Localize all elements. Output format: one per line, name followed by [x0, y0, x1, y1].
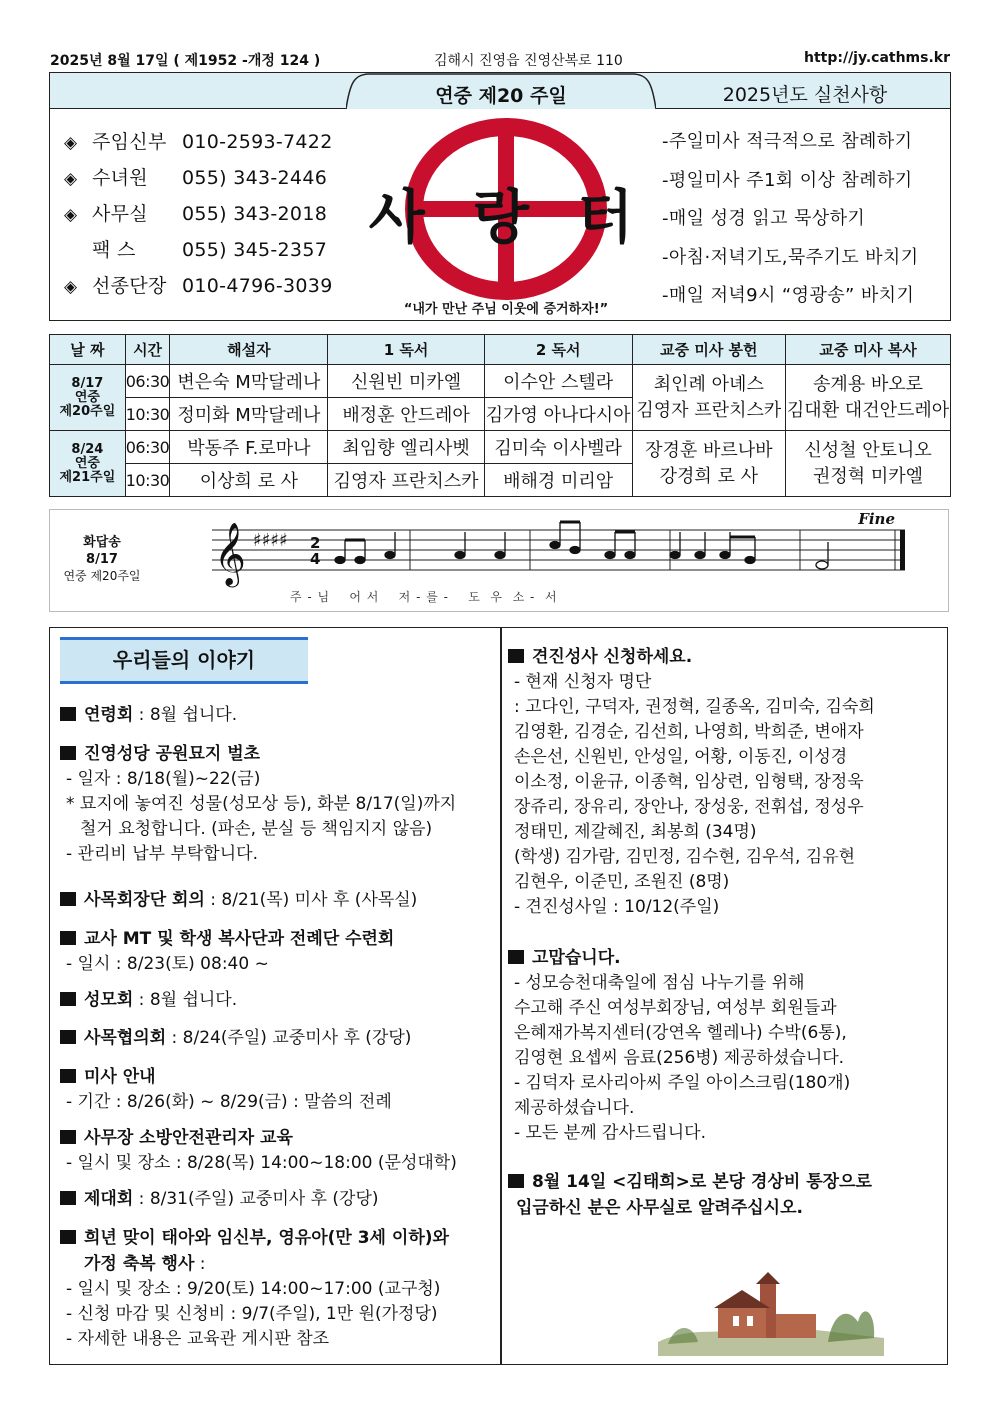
- phone-number: 010-4796-3039: [182, 275, 333, 297]
- table-row: [50, 431, 951, 464]
- logo-text: 사 랑 터: [368, 183, 648, 251]
- servers-cell: 송계용 바오로 김대환 대건안드레아: [786, 365, 951, 431]
- column-header: 날 짜: [50, 335, 126, 365]
- diamond-icon: ◈: [64, 169, 78, 189]
- issue-date: 2025년 8월 17일 ( 제1952 -개정 124 ): [50, 53, 321, 69]
- column-header: 시간: [125, 335, 170, 365]
- church-illustration: [648, 1272, 892, 1362]
- contact-row: ◈ 주임신부 010-2593-7422: [64, 131, 333, 153]
- fax-number: 055) 345-2357: [182, 239, 328, 261]
- commentator-cell: 정미화 M막달레나: [170, 398, 328, 431]
- phone-number: 010-2593-7422: [182, 131, 333, 153]
- contact-row: ◈ 사무실 055) 343-2018: [64, 203, 328, 225]
- square-bullet-icon: [60, 931, 76, 945]
- parish-address: 김해시 진영읍 진영산복로 110: [434, 53, 623, 69]
- square-bullet-icon: [60, 746, 76, 760]
- practice-item: -평일미사 주1회 이상 참례하기: [662, 169, 913, 191]
- time-cell: 06:30: [125, 431, 170, 464]
- date-cell: 8/24 연중 제21주일: [50, 431, 126, 497]
- square-bullet-icon: [60, 892, 76, 906]
- time-cell: 10:30: [125, 464, 170, 497]
- news-item: 사목회장단 회의 : 8/21(목) 미사 후 (사목실): [60, 887, 500, 913]
- diamond-icon: ◈: [64, 277, 78, 297]
- news-item: 미사 안내 - 기간 : 8/26(화) ~ 8/29(금) : 말씀의 전례: [60, 1064, 500, 1115]
- practice-item: -아침·저녁기도,묵주기도 바치기: [662, 246, 919, 268]
- column-header: 2 독서: [484, 335, 632, 365]
- news-item: 8월 14일 <김태희>로 본당 경상비 통장으로 입금하신 분은 사무실로 알려주십시오.: [508, 1169, 948, 1221]
- square-bullet-icon: [508, 950, 524, 964]
- practice-list: [662, 127, 952, 320]
- diamond-icon: ◈: [64, 205, 78, 225]
- servers-cell: 신성철 안토니오 권정혁 미카엘: [786, 431, 951, 497]
- practice-title: 2025년도 실천사항: [722, 84, 888, 106]
- reading1-cell: 배정훈 안드레아: [328, 398, 484, 431]
- time-cell: 06:30: [125, 365, 170, 398]
- reading2-cell: 이수안 스텔라: [484, 365, 632, 398]
- square-bullet-icon: [508, 649, 524, 663]
- offering-cell: 최인례 아녜스 김영자 프란치스카: [632, 365, 785, 431]
- parish-url[interactable]: http://jy.cathms.kr: [803, 50, 950, 66]
- time-cell: 10:30: [125, 398, 170, 431]
- commentator-cell: 변은숙 M막달레나: [170, 365, 328, 398]
- psalm-lyrics: 주 - 님 어 서 저 - 를 - 도 우 소 - 서: [290, 590, 558, 604]
- sharp-icon: ♯♯♯♯: [253, 530, 288, 551]
- reading2-cell: 배해경 미리암: [484, 464, 632, 497]
- responsorial-psalm: [49, 509, 949, 612]
- svg-text:2: 2: [310, 534, 321, 552]
- offering-cell: 장경훈 바르나바 강경희 로 사: [632, 431, 785, 497]
- column-header: 교중 미사 복사: [786, 335, 951, 365]
- news-banner: 우리들의 이야기: [60, 637, 308, 684]
- square-bullet-icon: [508, 1174, 524, 1188]
- reading1-cell: 최임향 엘리사벳: [328, 431, 484, 464]
- square-bullet-icon: [60, 1130, 76, 1144]
- news-item: 진영성당 공원묘지 벌초 - 일자 : 8/18(월)~22(금) * 묘지에 놓여진 성물(성모상 등), 화분 8/17(일)까지 철거 요청합니다. (파손, 분실 등 책임지지 않음) - 관리비 납부 부탁합니다.: [60, 741, 500, 867]
- news-item: 견진성사 신청하세요. - 현재 신청자 명단 : 고다인, 구덕자, 권정혁, 길종옥, 김미숙, 김숙희 김영환, 김경순, 김선희, 나영희, 박희준, 변애자 손은선, 신원빈, 안성일, 어황, 이동진, 이성경 이소정, 이윤규, 이종혁, 임상련, 임형택, 장정욱 장쥬리, 장유리, 장안나, 장성웅, 전휘섭, 정성우 정태민, 제갈혜진, 최봉희 (34명) (학생) 김가람, 김민정, 김수현, 김우석, 김유현 김현우, 이준민, 조원진 (8명) - 견진성사일 : 10/12(주일): [508, 644, 948, 920]
- square-bullet-icon: [60, 992, 76, 1006]
- news-item: 성모회 : 8월 쉽니다.: [60, 987, 500, 1013]
- sarangteo-logo: [358, 111, 648, 319]
- psalm-label: 화답송 8/17 연중 제20주일: [63, 535, 141, 583]
- ministry-schedule-table: [49, 334, 951, 497]
- practice-item: -주일미사 적극적으로 참례하기: [662, 131, 913, 152]
- week-title: 연중 제20 주일: [435, 85, 567, 107]
- bulletin-header: [49, 72, 951, 321]
- news-section: [49, 627, 948, 1365]
- reading2-cell: 김가영 아나다시아: [484, 398, 632, 431]
- news-item: 연령회 : 8월 쉽니다.: [60, 702, 500, 728]
- reading2-cell: 김미숙 이사벨라: [484, 431, 632, 464]
- news-item: 사목협의회 : 8/24(주일) 교중미사 후 (강당): [60, 1025, 500, 1051]
- square-bullet-icon: [60, 1030, 76, 1044]
- contact-row: ◈ 선종단장 010-4796-3039: [64, 275, 333, 297]
- news-item: 교사 MT 및 학생 복사단과 전례단 수련회 - 일시 : 8/23(토) 08:40 ~: [60, 926, 500, 977]
- commentator-cell: 이상희 로 사: [170, 464, 328, 497]
- commentator-cell: 박동주 F.로마나: [170, 431, 328, 464]
- practice-item: -매일 성경 읽고 묵상하기: [662, 208, 866, 229]
- reading1-cell: 김영자 프란치스카: [328, 464, 484, 497]
- news-item: 사무장 소방안전관리자 교육 - 일시 및 장소 : 8/28(목) 14:00~18:00 (문성대학): [60, 1125, 500, 1176]
- square-bullet-icon: [60, 1191, 76, 1205]
- contact-row: ◈ 수녀원 055) 343-2446: [64, 167, 328, 189]
- issue-line: [50, 50, 950, 70]
- practice-item: -매일 저녁9시 “영광송” 바치기: [662, 285, 915, 306]
- contact-row: 팩 스 055) 345-2357: [92, 239, 328, 261]
- fine-mark: Fine: [858, 510, 895, 528]
- diamond-icon: ◈: [64, 133, 78, 153]
- phone-number: 055) 343-2018: [182, 203, 328, 225]
- column-divider: [500, 628, 502, 1364]
- square-bullet-icon: [60, 1069, 76, 1083]
- column-header: 해설자: [170, 335, 328, 365]
- square-bullet-icon: [60, 707, 76, 721]
- news-item: 고맙습니다. - 성모승천대축일에 점심 나누기를 위해 수고해 주신 여성부회장님, 여성부 회원들과 은혜재가복지센터(강연옥 헬레나) 수박(6통), 김영현 요셉씨 음료(256병) 제공하셨습니다. - 김덕자 로사리아씨 주일 아이스크림(180개) 제공하셨습니다. - 모든 분께 감사드립니다.: [508, 945, 948, 1146]
- reading1-cell: 신원빈 미카엘: [328, 365, 484, 398]
- treble-clef-icon: 𝄞: [214, 522, 246, 585]
- column-header: 1 독서: [328, 335, 484, 365]
- column-header: 교중 미사 봉헌: [632, 335, 785, 365]
- logo-motto: “내가 만난 주님 이웃에 증거하자!”: [403, 302, 609, 317]
- notes: [335, 522, 828, 569]
- contact-list: [64, 127, 354, 307]
- table-row: [50, 365, 951, 398]
- date-cell: 8/17 연중 제20주일: [50, 365, 126, 431]
- news-item: 희년 맞이 태아와 임신부, 영유아(만 3세 이하)와 가정 축복 행사 : - 일시 및 장소 : 9/20(토) 14:00~17:00 (교구청) - 신청 마감 및 신청비 : 9/7(주일), 1만 원(가정당) - 자세한 내용은 교육관 게시판 참조: [60, 1225, 500, 1352]
- svg-text:4: 4: [310, 550, 321, 568]
- news-item: 제대회 : 8/31(주일) 교중미사 후 (강당): [60, 1186, 500, 1212]
- table-header-row: [50, 335, 951, 365]
- square-bullet-icon: [60, 1230, 76, 1244]
- phone-number: 055) 343-2446: [182, 167, 328, 189]
